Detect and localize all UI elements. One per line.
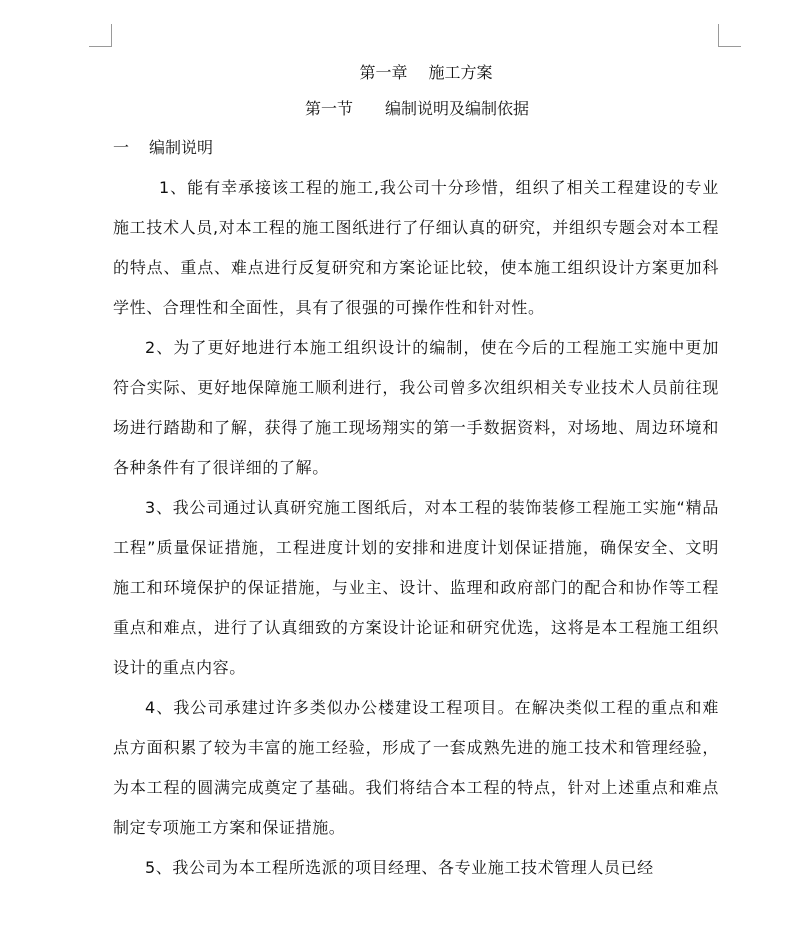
chapter-title: 第一章 施工方案 (359, 63, 493, 82)
document-body (113, 56, 719, 888)
heading-text: 编制说明 (149, 138, 214, 157)
crop-mark-top-left (89, 24, 112, 47)
section-title: 第一节 编制说明及编制依据 (304, 99, 529, 118)
paragraph-5: 5、我公司为本工程所选派的项目经理、各专业施工技术管理人员已经 (145, 858, 654, 877)
paragraph-4: 4、我公司承建过许多类似办公楼建设工程项目。在解决类似工程的重点和难点方面积累了较为丰富的施工经验，形成了一套成熟先进的施工技术和管理经验，为本工程的圆满完成奠定了基础。我们将结合本工程的特点，针对上述重点和难点制定专项施工方案和保证措施。 (113, 698, 719, 837)
paragraph-2: 2、为了更好地进行本施工组织设计的编制，使在今后的工程施工实施中更加符合实际、更好地保障施工顺利进行，我公司曾多次组织相关专业技术人员前往现场进行踏勘和了解，获得了施工现场翔实的第一手数据资料，对场地、周边环境和各种条件有了很详细的了解。 (113, 338, 719, 477)
heading-number: 一 (113, 138, 130, 157)
crop-mark-top-right (718, 24, 741, 47)
paragraph-1: 1、能有幸承接该工程的施工,我公司十分珍惜，组织了相关工程建设的专业施工技术人员,对本工程的施工图纸进行了仔细认真的研究，并组织专题会对本工程的特点、重点、难点进行反复研究和方案论证比较，使本施工组织设计方案更加科学性、合理性和全面性，具有了很强的可操作性和针对性。 (113, 178, 719, 317)
heading-explanation (113, 128, 719, 168)
paragraph-3: 3、我公司通过认真研究施工图纸后，对本工程的装饰装修工程施工实施“精品工程”质量保证措施，工程进度计划的安排和进度计划保证措施，确保安全、文明施工和环境保护的保证措施，与业主、设计、监理和政府部门的配合和协作等工程重点和难点，进行了认真细致的方案设计论证和研究优选，这将是本工程施工组织设计的重点内容。 (113, 498, 719, 677)
